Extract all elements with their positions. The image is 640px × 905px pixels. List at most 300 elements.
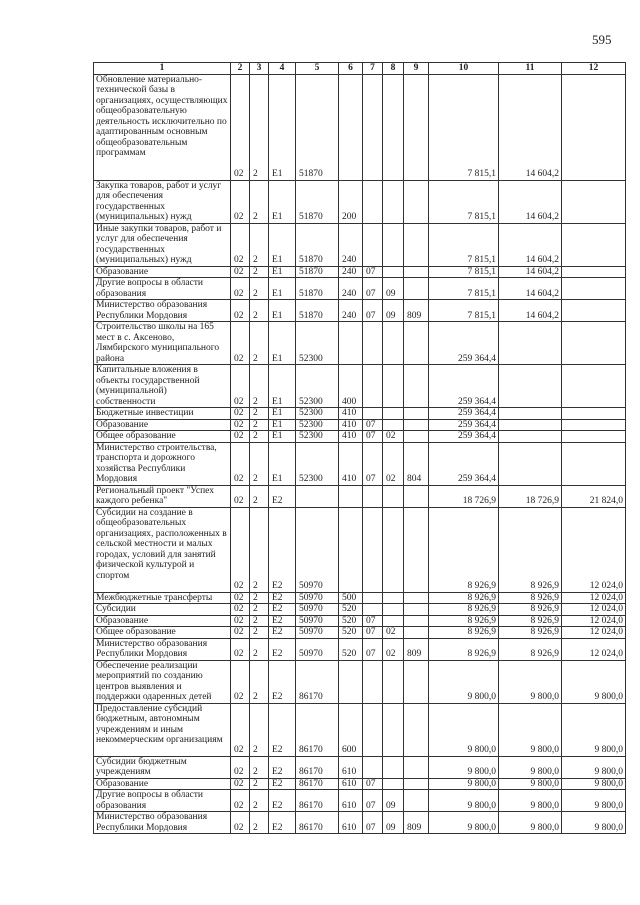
table-cell: 610 [339, 790, 363, 812]
table-cell: E2 [269, 507, 296, 592]
table-cell [562, 442, 626, 485]
table-cell: 02 [231, 74, 250, 180]
table-cell [404, 507, 429, 592]
table-cell: 50970 [296, 638, 339, 660]
table-cell [339, 660, 363, 703]
table-row [94, 638, 626, 660]
table-row [94, 592, 626, 604]
table-cell [383, 365, 404, 408]
table-row [94, 790, 626, 812]
table-cell: 8 926,9 [499, 604, 562, 616]
table-cell: 02 [231, 592, 250, 604]
table-cell: 52300 [296, 365, 339, 408]
table-cell: 02 [231, 419, 250, 431]
table-cell: 8 926,9 [499, 627, 562, 639]
table-cell: E2 [269, 627, 296, 639]
table-cell: 9 800,0 [562, 703, 626, 756]
table-cell [383, 485, 404, 507]
table-cell: 07 [363, 790, 383, 812]
table-cell: 12 024,0 [562, 604, 626, 616]
table-cell [363, 756, 383, 778]
table-cell: 07 [363, 419, 383, 431]
row-description: Субсидии бюджетным учреждениям [94, 756, 231, 778]
table-row [94, 266, 626, 278]
table-cell [383, 703, 404, 756]
table-cell: E2 [269, 778, 296, 790]
table-cell: 52300 [296, 322, 339, 365]
table-cell: 07 [363, 278, 383, 300]
table-cell: 9 800,0 [499, 756, 562, 778]
table-cell: 02 [231, 322, 250, 365]
table-cell [383, 604, 404, 616]
table-cell: 86170 [296, 703, 339, 756]
row-description: Субсидии на создание в общеобразовательных организациях, расположенных в сельской местности и малых городах, условий для занятий физической культурой и спортом [94, 507, 231, 592]
table-cell: 2 [250, 223, 269, 266]
table-cell [383, 223, 404, 266]
row-description: Общее образование [94, 627, 231, 639]
table-cell: 2 [250, 419, 269, 431]
table-cell: 809 [404, 812, 429, 834]
table-cell: 51870 [296, 278, 339, 300]
table-cell: E1 [269, 74, 296, 180]
table-cell [562, 431, 626, 443]
table-cell: 50970 [296, 507, 339, 592]
table-cell [562, 322, 626, 365]
table-cell: 14 604,2 [499, 180, 562, 223]
table-cell: 259 364,4 [429, 442, 499, 485]
table-cell [339, 74, 363, 180]
table-cell: 14 604,2 [499, 300, 562, 322]
row-description: Министерство строительства, транспорта и дорожного хозяйства Республики Мордовия [94, 442, 231, 485]
column-header: 7 [363, 63, 383, 75]
table-cell: 610 [339, 778, 363, 790]
table-cell: 18 726,9 [499, 485, 562, 507]
table-cell: E1 [269, 223, 296, 266]
table-cell [562, 300, 626, 322]
table-cell: 9 800,0 [562, 756, 626, 778]
table-row [94, 507, 626, 592]
table-cell: 52300 [296, 408, 339, 420]
table-cell: 2 [250, 408, 269, 420]
table-cell [339, 322, 363, 365]
column-header: 9 [404, 63, 429, 75]
table-cell [404, 604, 429, 616]
table-cell: 2 [250, 507, 269, 592]
table-cell: 02 [383, 627, 404, 639]
row-description: Общее образование [94, 431, 231, 443]
column-header: 10 [429, 63, 499, 75]
table-cell [404, 408, 429, 420]
table-cell: 520 [339, 638, 363, 660]
column-header: 4 [269, 63, 296, 75]
column-header: 8 [383, 63, 404, 75]
table-cell: 02 [383, 442, 404, 485]
table-cell: 09 [383, 300, 404, 322]
table-cell: 8 926,9 [429, 604, 499, 616]
table-cell: 09 [383, 790, 404, 812]
table-cell: 2 [250, 431, 269, 443]
table-cell [562, 419, 626, 431]
table-cell [562, 408, 626, 420]
table-cell: 02 [383, 431, 404, 443]
table-row [94, 431, 626, 443]
table-cell: 07 [363, 442, 383, 485]
table-cell: 8 926,9 [429, 507, 499, 592]
table-cell: 259 364,4 [429, 408, 499, 420]
table-cell [404, 322, 429, 365]
table-cell: E1 [269, 180, 296, 223]
table-cell: 86170 [296, 790, 339, 812]
row-description: Министерство образования Республики Мордовия [94, 638, 231, 660]
table-cell [363, 507, 383, 592]
table-cell: 02 [231, 627, 250, 639]
table-row [94, 660, 626, 703]
table-cell: 86170 [296, 778, 339, 790]
row-description: Министерство образования Республики Мордовия [94, 300, 231, 322]
table-cell [363, 322, 383, 365]
row-description: Межбюджетные трансферты [94, 592, 231, 604]
table-cell: 2 [250, 703, 269, 756]
column-header: 2 [231, 63, 250, 75]
table-cell: 18 726,9 [429, 485, 499, 507]
table-cell [404, 431, 429, 443]
table-cell: 07 [363, 615, 383, 627]
table-cell [404, 627, 429, 639]
table-cell: 8 926,9 [429, 638, 499, 660]
table-cell: 7 815,1 [429, 74, 499, 180]
table-cell: E1 [269, 431, 296, 443]
table-cell: 2 [250, 778, 269, 790]
table-cell [499, 322, 562, 365]
table-cell: 02 [231, 300, 250, 322]
table-cell: 9 800,0 [562, 790, 626, 812]
table-cell: 86170 [296, 812, 339, 834]
table-cell: 2 [250, 322, 269, 365]
table-cell [404, 278, 429, 300]
table-row [94, 485, 626, 507]
table-cell: 500 [339, 592, 363, 604]
table-cell: 02 [231, 703, 250, 756]
table-row [94, 180, 626, 223]
table-cell [499, 431, 562, 443]
table-cell [499, 365, 562, 408]
table-cell: 51870 [296, 74, 339, 180]
row-description: Образование [94, 615, 231, 627]
table-cell: 2 [250, 300, 269, 322]
table-row [94, 604, 626, 616]
table-cell: 52300 [296, 431, 339, 443]
row-description: Закупка товаров, работ и услуг для обеспечения государственных (муниципальных) нужд [94, 180, 231, 223]
table-cell: 12 024,0 [562, 627, 626, 639]
table-row [94, 223, 626, 266]
table-cell [296, 485, 339, 507]
table-cell: 7 815,1 [429, 180, 499, 223]
table-cell: E2 [269, 604, 296, 616]
table-cell: 02 [231, 442, 250, 485]
table-cell: 02 [231, 615, 250, 627]
table-cell [404, 266, 429, 278]
row-description: Образование [94, 266, 231, 278]
table-cell: 52300 [296, 442, 339, 485]
table-cell [404, 790, 429, 812]
column-header: 12 [562, 63, 626, 75]
table-cell [363, 408, 383, 420]
table-cell [383, 74, 404, 180]
table-cell: 14 604,2 [499, 266, 562, 278]
table-row [94, 615, 626, 627]
table-cell: 400 [339, 365, 363, 408]
row-description: Иные закупки товаров, работ и услуг для обеспечения государственных (муниципальных) нужд [94, 223, 231, 266]
row-description: Строительство школы на 165 мест в с. Аксеново, Лямбирского муниципального района [94, 322, 231, 365]
table-cell: 2 [250, 442, 269, 485]
table-cell: 8 926,9 [429, 627, 499, 639]
table-cell: E2 [269, 790, 296, 812]
table-cell: E2 [269, 660, 296, 703]
table-cell: 7 815,1 [429, 278, 499, 300]
table-cell [363, 592, 383, 604]
table-cell: E1 [269, 408, 296, 420]
table-cell [363, 604, 383, 616]
table-cell [339, 485, 363, 507]
table-row [94, 778, 626, 790]
table-cell: 9 800,0 [499, 703, 562, 756]
table-cell: 02 [231, 278, 250, 300]
table-cell [383, 507, 404, 592]
table-cell: E2 [269, 703, 296, 756]
table-cell: 02 [231, 604, 250, 616]
table-cell: 240 [339, 278, 363, 300]
table-cell [383, 266, 404, 278]
column-header: 3 [250, 63, 269, 75]
table-cell [562, 223, 626, 266]
table-cell: 2 [250, 604, 269, 616]
table-cell: 809 [404, 638, 429, 660]
table-cell: 2 [250, 592, 269, 604]
table-cell [562, 266, 626, 278]
table-cell [383, 756, 404, 778]
table-cell: 2 [250, 756, 269, 778]
table-cell: 02 [231, 638, 250, 660]
table-cell [383, 408, 404, 420]
table-cell [383, 322, 404, 365]
column-header: 11 [499, 63, 562, 75]
row-description: Другие вопросы в области образования [94, 278, 231, 300]
table-cell: 02 [231, 365, 250, 408]
table-cell: 259 364,4 [429, 419, 499, 431]
table-cell [363, 365, 383, 408]
table-cell: 02 [231, 756, 250, 778]
table-cell: 2 [250, 812, 269, 834]
column-header: 1 [94, 63, 231, 75]
table-cell: 240 [339, 266, 363, 278]
table-cell: 9 800,0 [429, 790, 499, 812]
table-cell: 410 [339, 408, 363, 420]
table-cell: 610 [339, 756, 363, 778]
table-cell [363, 74, 383, 180]
table-cell: 07 [363, 627, 383, 639]
table-cell: E1 [269, 278, 296, 300]
table-cell: 50970 [296, 615, 339, 627]
table-cell [363, 223, 383, 266]
table-cell: 259 364,4 [429, 322, 499, 365]
table-cell [404, 74, 429, 180]
table-cell: 50970 [296, 627, 339, 639]
table-cell: 2 [250, 627, 269, 639]
table-cell [499, 419, 562, 431]
table-cell: E1 [269, 442, 296, 485]
table-cell: 02 [231, 660, 250, 703]
table-row [94, 703, 626, 756]
table-cell: 51870 [296, 180, 339, 223]
table-cell: 8 926,9 [499, 592, 562, 604]
table-row [94, 278, 626, 300]
table-cell: 02 [231, 223, 250, 266]
table-cell: 07 [363, 300, 383, 322]
table-cell: 9 800,0 [429, 660, 499, 703]
table-cell: 8 926,9 [499, 638, 562, 660]
table-cell [562, 278, 626, 300]
table-cell [499, 442, 562, 485]
table-cell: 9 800,0 [562, 778, 626, 790]
table-cell: 52300 [296, 419, 339, 431]
table-cell: 7 815,1 [429, 223, 499, 266]
table-cell [383, 660, 404, 703]
table-cell [562, 74, 626, 180]
table-cell: 21 824,0 [562, 485, 626, 507]
table-cell: 2 [250, 278, 269, 300]
table-cell: 09 [383, 278, 404, 300]
row-description: Обновление материально-технической базы в организациях, осуществляющих общеобразовательную деятельность исключительно по адаптированным основным общеобразовательным программам [94, 74, 231, 180]
row-description: Министерство образования Республики Мордовия [94, 812, 231, 834]
table-row [94, 322, 626, 365]
table-cell: 2 [250, 790, 269, 812]
table-row [94, 756, 626, 778]
table-row [94, 365, 626, 408]
table-cell [562, 365, 626, 408]
row-description: Предоставление субсидий бюджетным, автономным учреждениям и иным некоммерческим организациям [94, 703, 231, 756]
table-cell: E1 [269, 365, 296, 408]
table-cell: 14 604,2 [499, 223, 562, 266]
table-cell: 410 [339, 442, 363, 485]
table-cell: 12 024,0 [562, 592, 626, 604]
table-header-row [94, 63, 626, 75]
row-description: Бюджетные инвестиции [94, 408, 231, 420]
table-cell: 02 [231, 812, 250, 834]
column-header: 6 [339, 63, 363, 75]
page-number: 595 [592, 32, 612, 47]
table-cell: 07 [363, 431, 383, 443]
table-cell: 12 024,0 [562, 638, 626, 660]
table-cell: E2 [269, 638, 296, 660]
table-cell: 50970 [296, 592, 339, 604]
table-cell: 8 926,9 [499, 615, 562, 627]
table-cell [404, 365, 429, 408]
table-cell: 9 800,0 [499, 660, 562, 703]
table-cell: 9 800,0 [429, 778, 499, 790]
table-cell: 09 [383, 812, 404, 834]
table-cell [339, 507, 363, 592]
table-cell: 2 [250, 485, 269, 507]
table-cell [383, 419, 404, 431]
table-cell: 07 [363, 778, 383, 790]
table-cell: E2 [269, 812, 296, 834]
row-description: Капитальные вложения в объекты государственной (муниципальной) собственности [94, 365, 231, 408]
table-cell: 02 [231, 180, 250, 223]
table-cell [404, 703, 429, 756]
column-header: 5 [296, 63, 339, 75]
row-description: Обеспечение реализации мероприятий по созданию центров выявления и поддержки одаренных детей [94, 660, 231, 703]
table-cell: 02 [231, 431, 250, 443]
table-cell: 8 926,9 [429, 615, 499, 627]
table-cell: 2 [250, 660, 269, 703]
table-cell: 07 [363, 812, 383, 834]
table-cell: 51870 [296, 223, 339, 266]
table-cell: 9 800,0 [429, 812, 499, 834]
table-cell: 520 [339, 604, 363, 616]
table-cell: 2 [250, 615, 269, 627]
table-cell: 240 [339, 300, 363, 322]
table-cell: 02 [231, 778, 250, 790]
row-description: Образование [94, 419, 231, 431]
table-cell [383, 592, 404, 604]
table-row [94, 419, 626, 431]
table-cell [404, 756, 429, 778]
table-cell: E1 [269, 266, 296, 278]
table-cell [383, 778, 404, 790]
table-cell [404, 419, 429, 431]
table-cell: 02 [231, 266, 250, 278]
table-cell: 600 [339, 703, 363, 756]
table-cell: E2 [269, 592, 296, 604]
row-description: Другие вопросы в области образования [94, 790, 231, 812]
table-row [94, 408, 626, 420]
table-cell: 02 [231, 507, 250, 592]
table-cell [404, 660, 429, 703]
table-cell [562, 180, 626, 223]
table-cell: 14 604,2 [499, 278, 562, 300]
table-cell: E2 [269, 615, 296, 627]
table-cell [404, 778, 429, 790]
table-cell: 9 800,0 [499, 790, 562, 812]
table-cell: 8 926,9 [499, 507, 562, 592]
table-cell [363, 485, 383, 507]
table-cell [363, 660, 383, 703]
table-cell [363, 180, 383, 223]
table-cell: 9 800,0 [429, 756, 499, 778]
table-row [94, 627, 626, 639]
table-cell: 410 [339, 419, 363, 431]
table-cell: 02 [231, 485, 250, 507]
table-cell: 02 [231, 790, 250, 812]
table-cell [383, 180, 404, 223]
table-cell [383, 615, 404, 627]
table-cell [404, 223, 429, 266]
budget-table [93, 62, 626, 834]
table-cell: 02 [383, 638, 404, 660]
table-cell: 51870 [296, 266, 339, 278]
table-cell: 259 364,4 [429, 365, 499, 408]
table-cell: 2 [250, 638, 269, 660]
table-cell: 200 [339, 180, 363, 223]
table-cell: 51870 [296, 300, 339, 322]
table-cell: 8 926,9 [429, 592, 499, 604]
table-cell: 9 800,0 [499, 812, 562, 834]
table-cell: 07 [363, 638, 383, 660]
table-cell [404, 485, 429, 507]
row-description: Региональный проект "Успех каждого ребенка" [94, 485, 231, 507]
table-cell: 804 [404, 442, 429, 485]
table-cell: 240 [339, 223, 363, 266]
